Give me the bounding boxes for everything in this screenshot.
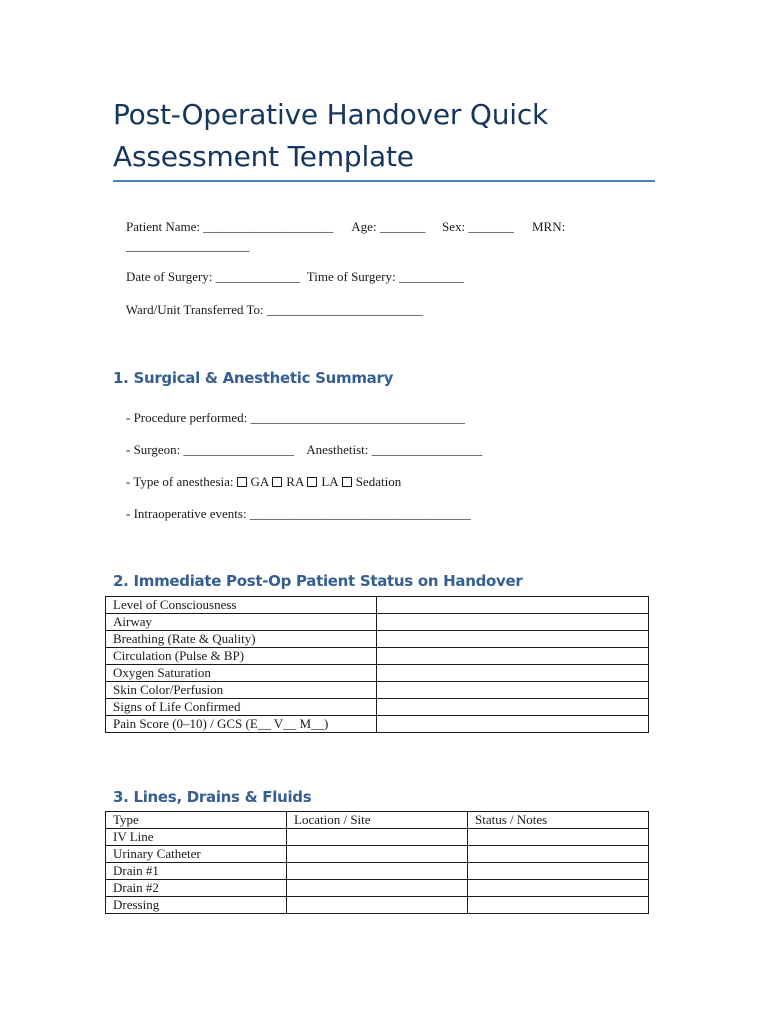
column-header-location: Location / Site: [287, 812, 468, 829]
mrn-field[interactable]: ___________________: [126, 238, 250, 253]
time-of-surgery-field[interactable]: Time of Surgery: __________: [306, 269, 464, 284]
section3-heading: 3. Lines, Drains & Fluids: [113, 788, 312, 806]
column-header-type: Type: [106, 812, 287, 829]
lines-drains-table: [105, 811, 649, 914]
sex-line: [429, 203, 514, 251]
line-type-cell: Drain #2: [106, 880, 287, 897]
option-la-label: LA: [321, 474, 339, 489]
status-label-cell: Level of Consciousness: [106, 597, 377, 614]
table-header-row: [106, 812, 649, 829]
section2-heading: 2. Immediate Post-Op Patient Status on Handover: [113, 572, 523, 590]
mrn-line: [519, 203, 565, 251]
sex-field[interactable]: Sex: _______: [442, 219, 514, 234]
title-divider: [113, 180, 655, 182]
table-row: [106, 863, 649, 880]
checkbox-ga[interactable]: [237, 477, 247, 487]
mrn-label: MRN:: [532, 219, 566, 234]
status-value-cell[interactable]: [377, 665, 649, 682]
table-row: [106, 846, 649, 863]
status-label-cell: Circulation (Pulse & BP): [106, 648, 377, 665]
status-label-cell: Signs of Life Confirmed: [106, 699, 377, 716]
table-row: [106, 897, 649, 914]
status-label-cell: Airway: [106, 614, 377, 631]
table-row: [106, 631, 649, 648]
status-label-cell: Skin Color/Perfusion: [106, 682, 377, 699]
status-notes-cell[interactable]: [468, 846, 649, 863]
patient-name-field[interactable]: Patient Name: ____________________: [126, 219, 334, 234]
table-row: [106, 614, 649, 631]
patient-status-table: [105, 596, 649, 733]
section1-heading: 1. Surgical & Anesthetic Summary: [113, 369, 394, 387]
option-sedation-label: Sedation: [355, 474, 402, 489]
status-label-cell: Oxygen Saturation: [106, 665, 377, 682]
status-notes-cell[interactable]: [468, 863, 649, 880]
status-value-cell[interactable]: [377, 682, 649, 699]
status-notes-cell[interactable]: [468, 829, 649, 846]
status-value-cell[interactable]: [377, 699, 649, 716]
age-line: [339, 203, 425, 251]
line-type-cell: IV Line: [106, 829, 287, 846]
table-row: [106, 648, 649, 665]
table-row: [106, 699, 649, 716]
status-value-cell[interactable]: [377, 716, 649, 733]
line-type-cell: Drain #1: [106, 863, 287, 880]
status-label-cell: Pain Score (0–10) / GCS (E__ V__ M__): [106, 716, 377, 733]
line-type-cell: Urinary Catheter: [106, 846, 287, 863]
page-title: Post-Operative Handover Quick Assessment Template: [113, 98, 549, 173]
column-header-status: Status / Notes: [468, 812, 649, 829]
intraop-events-line: [113, 490, 471, 538]
intraop-events-field[interactable]: - Intraoperative events: __________________________________: [126, 506, 471, 521]
table-row: [106, 880, 649, 897]
location-cell[interactable]: [287, 863, 468, 880]
location-cell[interactable]: [287, 880, 468, 897]
surgeon-field[interactable]: - Surgeon: _________________: [126, 442, 295, 457]
table-row: [106, 829, 649, 846]
procedure-field[interactable]: - Procedure performed: _________________________________: [126, 410, 466, 425]
status-value-cell[interactable]: [377, 631, 649, 648]
option-ra-label: RA: [286, 474, 305, 489]
location-cell[interactable]: [287, 846, 468, 863]
line-type-cell: Dressing: [106, 897, 287, 914]
checkbox-la[interactable]: [307, 477, 317, 487]
location-cell[interactable]: [287, 897, 468, 914]
status-value-cell[interactable]: [377, 597, 649, 614]
table-row: [106, 597, 649, 614]
location-cell[interactable]: [287, 829, 468, 846]
status-value-cell[interactable]: [377, 614, 649, 631]
table-row: [106, 716, 649, 733]
status-notes-cell[interactable]: [468, 897, 649, 914]
status-label-cell: Breathing (Rate & Quality): [106, 631, 377, 648]
ward-unit-field[interactable]: Ward/Unit Transferred To: ________________________: [125, 302, 423, 317]
age-field[interactable]: Age: _______: [351, 219, 426, 234]
table-row: [106, 682, 649, 699]
table-row: [106, 665, 649, 682]
ward-unit-line: [113, 286, 423, 334]
status-notes-cell[interactable]: [468, 880, 649, 897]
anesthesia-type-label: - Type of anesthesia:: [126, 474, 234, 489]
option-ga-label: GA: [250, 474, 270, 489]
checkbox-ra[interactable]: [272, 477, 282, 487]
status-value-cell[interactable]: [377, 648, 649, 665]
anesthetist-field[interactable]: Anesthetist: _________________: [306, 442, 483, 457]
checkbox-sedation[interactable]: [342, 477, 352, 487]
date-of-surgery-field[interactable]: Date of Surgery: _____________: [126, 269, 301, 284]
